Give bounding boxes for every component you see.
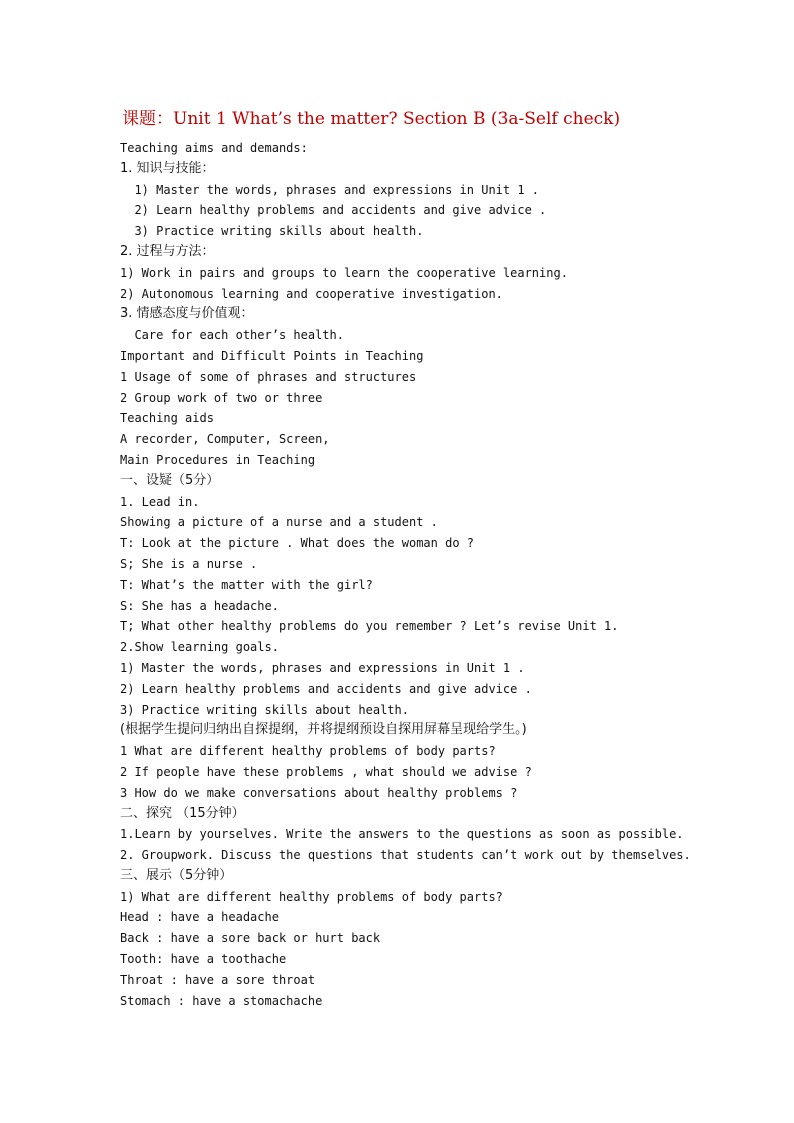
text-line: Main Procedures in Teaching xyxy=(120,452,316,467)
text-line: T; What other healthy problems do you remember ? Let’s revise Unit 1. xyxy=(120,619,619,634)
text-line: 1.Learn by yourselves. Write the answers to the questions as soon as possible. xyxy=(120,827,684,842)
text-line: Throat : have a sore throat xyxy=(120,972,316,987)
text-line: 1) What are different healthy problems of body parts? xyxy=(120,889,503,904)
text-line: 1 What are different healthy problems of body parts? xyxy=(120,744,496,759)
text-line: Back : have a sore back or hurt back xyxy=(120,931,381,946)
text-line: Tooth: have a toothache xyxy=(120,952,287,967)
text-line: 2 Group work of two or three xyxy=(120,390,323,405)
text-line: Stomach : have a stomachache xyxy=(120,993,323,1008)
text-line: S: She has a headache. xyxy=(120,598,279,613)
text-line: S; She is a nurse . xyxy=(120,556,258,571)
text-line: Teaching aids xyxy=(120,411,214,426)
text-line: 2. 过程与方法： xyxy=(120,243,215,259)
text-line: 3) Practice writing skills about health. xyxy=(120,702,409,717)
text-line: (根据学生提问归纳出自探提纲，并将提纲预设自探用屏幕呈现给学生。) xyxy=(120,722,527,738)
text-line: T: What’s the matter with the girl? xyxy=(120,577,373,592)
text-line: 1) Work in pairs and groups to learn the cooperative learning. xyxy=(120,265,568,280)
text-line: 一、设疑（5分） xyxy=(120,472,220,488)
text-line: 2. Groupwork. Discuss the questions that students can’t work out by themselves. xyxy=(120,848,691,863)
text-line: Head : have a headache xyxy=(120,910,279,925)
text-line: 3) Practice writing skills about health. xyxy=(120,224,424,239)
text-line: 3. 情感态度与价值观： xyxy=(120,306,254,322)
document-body xyxy=(120,138,720,1011)
text-line: Teaching aims and demands: xyxy=(120,141,308,155)
text-line: 1. Lead in. xyxy=(120,494,200,509)
text-line: 1. 知识与技能： xyxy=(120,160,215,176)
lesson-title: 课题：Unit 1 What’s the matter? Section B (3a-Self check) xyxy=(122,109,621,129)
text-line: 2) Autonomous learning and cooperative investigation. xyxy=(120,286,503,301)
text-line: 3 How do we make conversations about healthy problems ? xyxy=(120,785,518,800)
text-line: T: Look at the picture . What does the woman do ? xyxy=(120,536,475,551)
text-line: 1 Usage of some of phrases and structures xyxy=(120,369,417,384)
text-line: Showing a picture of a nurse and a student . xyxy=(120,515,438,530)
text-line: 1) Master the words, phrases and expressions in Unit 1 . xyxy=(120,182,540,197)
text-line: 2.Show learning goals. xyxy=(120,640,279,655)
text-line: Care for each other’s health. xyxy=(120,328,344,343)
text-line: 三、展示（5分钟） xyxy=(120,867,233,883)
text-line: 2) Learn healthy problems and accidents and give advice . xyxy=(120,681,532,696)
text-line: 1) Master the words, phrases and expressions in Unit 1 . xyxy=(120,660,525,675)
text-line: Important and Difficult Points in Teaching xyxy=(120,348,424,363)
text-line: A recorder, Computer, Screen, xyxy=(120,432,330,447)
text-line: 二、探究 （15分钟） xyxy=(120,805,245,821)
text-line: 2 If people have these problems , what should we advise ? xyxy=(120,764,532,779)
text-line: 2) Learn healthy problems and accidents and give advice . xyxy=(120,203,547,218)
